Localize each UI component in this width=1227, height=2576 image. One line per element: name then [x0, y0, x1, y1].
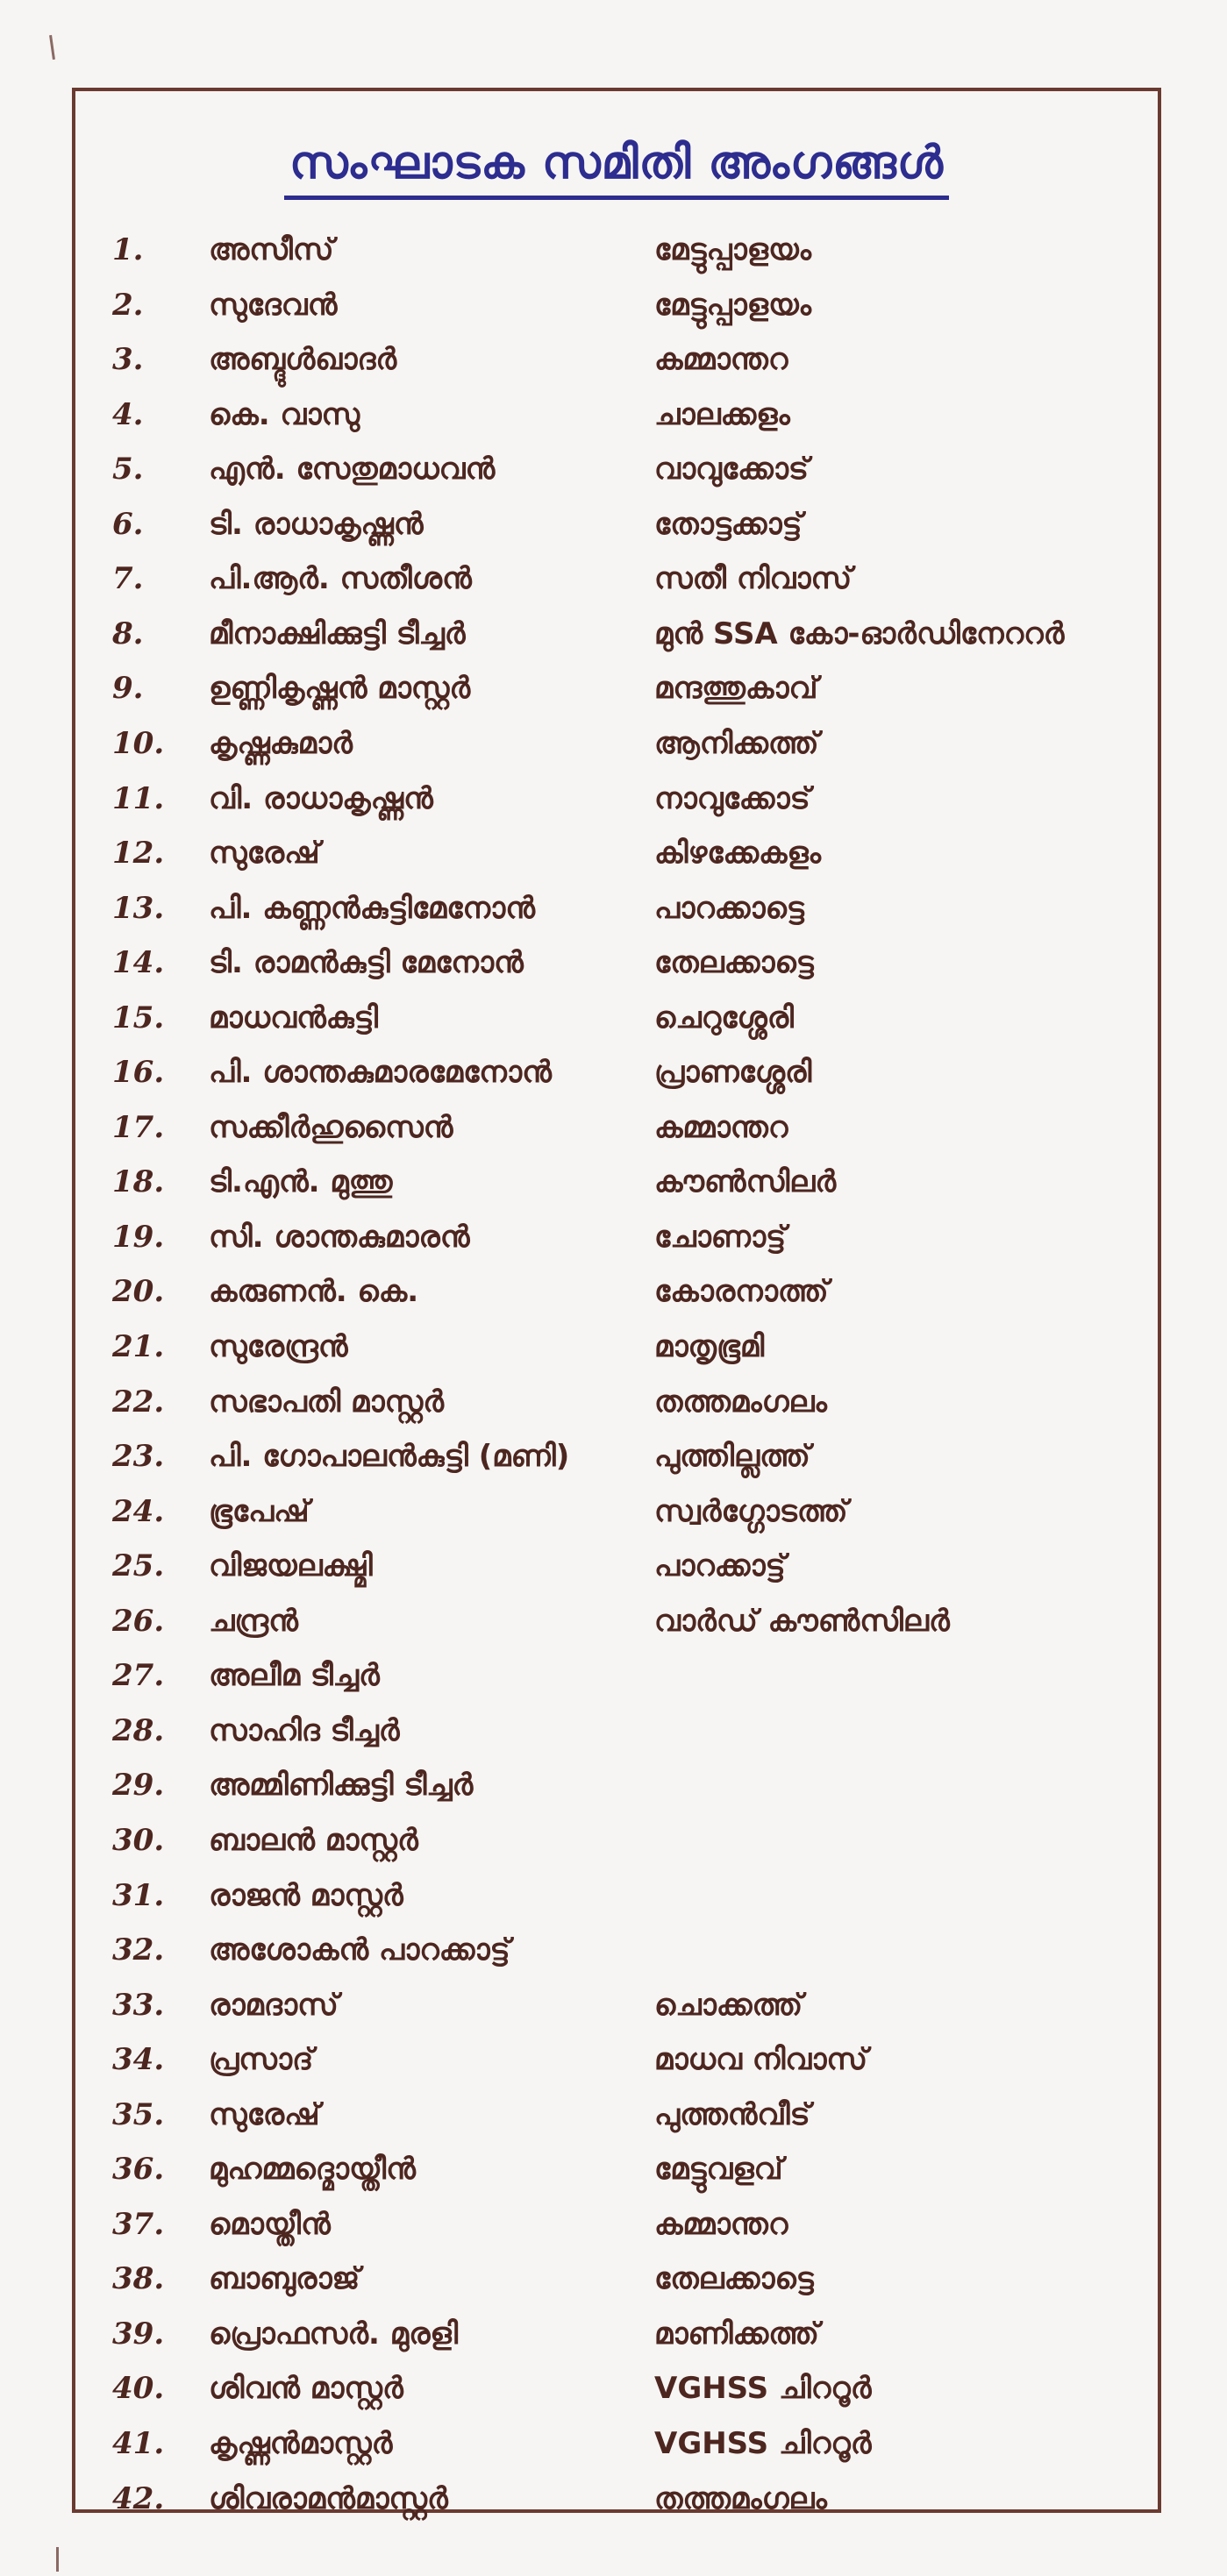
member-name: സി. ശാന്തകുമാരൻ — [209, 1219, 470, 1255]
member-row — [75, 2088, 1158, 2142]
member-row — [75, 2142, 1158, 2196]
member-number: 27. — [112, 1658, 165, 1694]
member-name: അബ്ദുൾഖാദർ — [209, 342, 397, 378]
member-row — [75, 388, 1158, 442]
member-name: ഭൂപേഷ് — [209, 1493, 310, 1529]
member-place: ചൊക്കത്ത് — [654, 1987, 803, 2023]
member-place: ചോണാട്ട് — [654, 1219, 787, 1255]
member-number: 20. — [112, 1274, 165, 1310]
member-number: 4. — [112, 396, 144, 432]
member-row — [75, 1539, 1158, 1593]
member-row — [75, 991, 1158, 1045]
member-row — [75, 551, 1158, 606]
member-place: മാധവ നിവാസ് — [654, 2042, 868, 2078]
member-place: തത്തമംഗലം — [654, 2480, 827, 2516]
member-row — [75, 2252, 1158, 2306]
member-list-frame — [72, 88, 1161, 2516]
member-number: 3. — [112, 342, 144, 378]
member-place: പാറക്കാട്ട് — [654, 1548, 786, 1584]
member-name: കൃഷ്ണകുമാർ — [209, 725, 353, 761]
member-name: കെ. വാസു — [209, 396, 360, 432]
member-place: VGHSS ചിററൂർ — [654, 2371, 872, 2407]
member-name: ശിവൻ മാസ്റ്റർ — [209, 2371, 403, 2407]
member-row — [75, 1045, 1158, 1099]
member-list — [75, 91, 1158, 2516]
member-place: വാർഡ് കൗൺസിലർ — [654, 1603, 950, 1639]
member-name: പി. ശാന്തകുമാരമേനോൻ — [209, 1055, 552, 1091]
member-place: തേലക്കാട്ടെ — [654, 945, 814, 981]
member-name: മൊയ്തീൻ — [209, 2206, 331, 2242]
member-row — [75, 223, 1158, 277]
member-place: മാണിക്കത്ത് — [654, 2316, 819, 2352]
member-row — [75, 1648, 1158, 1703]
member-number: 22. — [112, 1384, 165, 1420]
member-row — [75, 661, 1158, 715]
member-place: മേട്ടുപ്പാളയം — [654, 287, 812, 323]
page-title-text: സംഘാടക സമിതി അംഗങ്ങൾ — [284, 137, 949, 200]
member-row — [75, 1264, 1158, 1319]
member-number: 32. — [112, 1932, 165, 1968]
member-place: ചാലക്കളം — [654, 396, 790, 432]
member-name: സാഹിദ ടീച്ചർ — [209, 1712, 400, 1748]
member-row — [75, 442, 1158, 496]
member-name: പി. ഗോപാലൻകുട്ടി (മണി) — [209, 1439, 570, 1475]
member-name: ബാലൻ മാസ്റ്റർ — [209, 1822, 418, 1858]
member-place: മേട്ടുപ്പാളയം — [654, 232, 812, 267]
member-row — [75, 2472, 1158, 2526]
member-row — [75, 1210, 1158, 1264]
member-row — [75, 1704, 1158, 1758]
member-place: കിഴക്കേകളം — [654, 836, 821, 872]
member-number: 7. — [112, 561, 144, 597]
member-number: 13. — [112, 890, 165, 926]
member-name: പി. കണ്ണൻകുട്ടിമേനോൻ — [209, 890, 536, 926]
member-place: തോട്ടക്കാട്ട് — [654, 506, 803, 542]
member-number: 10. — [112, 725, 165, 761]
member-name: രാമദാസ് — [209, 1987, 339, 2023]
member-number: 40. — [112, 2371, 165, 2407]
member-number: 14. — [112, 945, 165, 981]
member-row — [75, 1813, 1158, 1868]
member-place: പുത്തൻവീട് — [654, 2096, 810, 2132]
member-name: ഉണ്ണികൃഷ്ണൻ മാസ്റ്റർ — [209, 671, 471, 707]
member-number: 17. — [112, 1109, 165, 1145]
member-name: സുരേഷ് — [209, 2096, 320, 2132]
member-row — [75, 2197, 1158, 2252]
member-name: വി. രാധാകൃഷ്ണൻ — [209, 780, 433, 816]
member-row — [75, 1868, 1158, 1923]
member-name: ശിവരാമൻമാസ്റ്റർ — [209, 2480, 448, 2516]
member-name: കരുണൻ. കെ. — [209, 1274, 419, 1310]
member-number: 39. — [112, 2316, 165, 2352]
member-number: 2. — [112, 287, 144, 323]
member-number: 16. — [112, 1055, 165, 1091]
member-name: ടി. രാധാകൃഷ്ണൻ — [209, 506, 424, 542]
member-number: 23. — [112, 1439, 165, 1475]
member-number: 38. — [112, 2261, 165, 2297]
member-number: 5. — [112, 452, 144, 487]
member-name: പി.ആർ. സതീശൻ — [209, 561, 472, 597]
member-number: 25. — [112, 1548, 165, 1584]
member-place: പുത്തില്ലത്ത് — [654, 1439, 810, 1475]
member-name: പ്രൊഫസർ. മുരളി — [209, 2316, 459, 2352]
member-name: അസീസ് — [209, 232, 334, 267]
member-name: സഭാപതി മാസ്റ്റർ — [209, 1384, 444, 1420]
member-number: 18. — [112, 1164, 165, 1200]
member-number: 42. — [112, 2480, 165, 2516]
member-place: കമ്മാന്തറ — [654, 1109, 788, 1145]
member-number: 41. — [112, 2426, 165, 2461]
member-name: ടി. രാമൻകുട്ടി മേനോൻ — [209, 945, 524, 981]
member-number: 34. — [112, 2042, 165, 2078]
member-name: കൃഷ്ണൻമാസ്റ്റർ — [209, 2426, 393, 2461]
member-place: പാറക്കാട്ടെ — [654, 890, 804, 926]
member-row — [75, 881, 1158, 936]
member-row — [75, 1484, 1158, 1539]
member-number: 28. — [112, 1712, 165, 1748]
member-place: മേട്ടുവളവ് — [654, 2152, 783, 2188]
corner-mark-bottom — [56, 2547, 59, 2572]
member-place: സതീ നിവാസ് — [654, 561, 852, 597]
member-place: തത്തമംഗലം — [654, 1384, 827, 1420]
member-number: 29. — [112, 1768, 165, 1804]
member-name: അമ്മിണിക്കുട്ടി ടീച്ചർ — [209, 1768, 474, 1804]
member-place: കോരനാത്ത് — [654, 1274, 829, 1310]
member-number: 37. — [112, 2206, 165, 2242]
member-place: പ്രാണശ്ശേരി — [654, 1055, 812, 1091]
member-row — [75, 1594, 1158, 1648]
member-row — [75, 2361, 1158, 2416]
member-name: അലീമ ടീച്ചർ — [209, 1658, 380, 1694]
member-number: 1. — [112, 232, 144, 267]
member-row — [75, 1375, 1158, 1429]
member-row — [75, 607, 1158, 661]
member-place: സ്വർഗ്ഗോടത്ത് — [654, 1493, 848, 1529]
member-row — [75, 772, 1158, 826]
member-name: സുദേവൻ — [209, 287, 338, 323]
member-row — [75, 1100, 1158, 1155]
member-number: 12. — [112, 836, 165, 872]
member-place: വാവുക്കോട് — [654, 452, 809, 487]
member-place: കൗൺസിലർ — [654, 1164, 837, 1200]
member-place: കമ്മാന്തറ — [654, 2206, 788, 2242]
member-place: VGHSS ചിററൂർ — [654, 2426, 872, 2461]
member-name: സുരേന്ദ്രൻ — [209, 1329, 348, 1364]
member-number: 36. — [112, 2152, 165, 2188]
member-place: മാതൃഭൂമി — [654, 1329, 765, 1364]
member-name: മാധവൻകുട്ടി — [209, 1000, 378, 1035]
member-number: 30. — [112, 1822, 165, 1858]
member-row — [75, 1155, 1158, 1209]
member-number: 9. — [112, 671, 144, 707]
member-row — [75, 1978, 1158, 2032]
member-name: ടി.എൻ. മുത്തു — [209, 1164, 393, 1200]
member-name: മീനാക്ഷിക്കുട്ടി ടീച്ചർ — [209, 616, 466, 651]
member-place: തേലക്കാട്ടെ — [654, 2261, 814, 2297]
member-row — [75, 716, 1158, 771]
member-number: 33. — [112, 1987, 165, 2023]
member-number: 35. — [112, 2096, 165, 2132]
member-place: മന്ദത്തുകാവ് — [654, 671, 818, 707]
member-name: സുരേഷ് — [209, 836, 320, 872]
member-name: പ്രസാദ് — [209, 2042, 314, 2078]
member-place: ചെറുശ്ശേരി — [654, 1000, 795, 1035]
member-number: 21. — [112, 1329, 165, 1364]
member-number: 6. — [112, 506, 144, 542]
member-number: 31. — [112, 1877, 165, 1913]
member-row — [75, 1320, 1158, 1374]
corner-mark-top — [49, 35, 55, 60]
member-name: ചന്ദ്രൻ — [209, 1603, 298, 1639]
member-number: 26. — [112, 1603, 165, 1639]
member-name: സക്കീർഹുസൈൻ — [209, 1109, 453, 1145]
member-number: 8. — [112, 616, 144, 651]
member-number: 11. — [112, 780, 165, 816]
member-place: നാവുക്കോട് — [654, 780, 810, 816]
member-name: വിജയലക്ഷ്മി — [209, 1548, 373, 1584]
member-number: 19. — [112, 1219, 165, 1255]
member-name: എൻ. സേതുമാധവൻ — [209, 452, 496, 487]
member-row — [75, 2416, 1158, 2471]
member-row — [75, 2307, 1158, 2361]
member-name: രാജൻ മാസ്റ്റർ — [209, 1877, 403, 1913]
member-row — [75, 2032, 1158, 2087]
member-name: മുഹമ്മദ്മൊയ്തീൻ — [209, 2152, 416, 2188]
member-row — [75, 936, 1158, 990]
member-place: കമ്മാന്തറ — [654, 342, 788, 378]
member-name: അശോകൻ പാറക്കാട്ട് — [209, 1932, 510, 1968]
member-row — [75, 497, 1158, 551]
member-row — [75, 332, 1158, 387]
member-row — [75, 1429, 1158, 1484]
member-row — [75, 1758, 1158, 1812]
member-row — [75, 826, 1158, 880]
member-place: ആനിക്കത്ത് — [654, 725, 819, 761]
member-place: മുൻ SSA കോ-ഓർഡിനേററർ — [654, 616, 1065, 651]
member-row — [75, 278, 1158, 332]
member-name: ബാബുരാജ് — [209, 2261, 360, 2297]
member-number: 24. — [112, 1493, 165, 1529]
member-row — [75, 1923, 1158, 1977]
member-number: 15. — [112, 1000, 165, 1035]
